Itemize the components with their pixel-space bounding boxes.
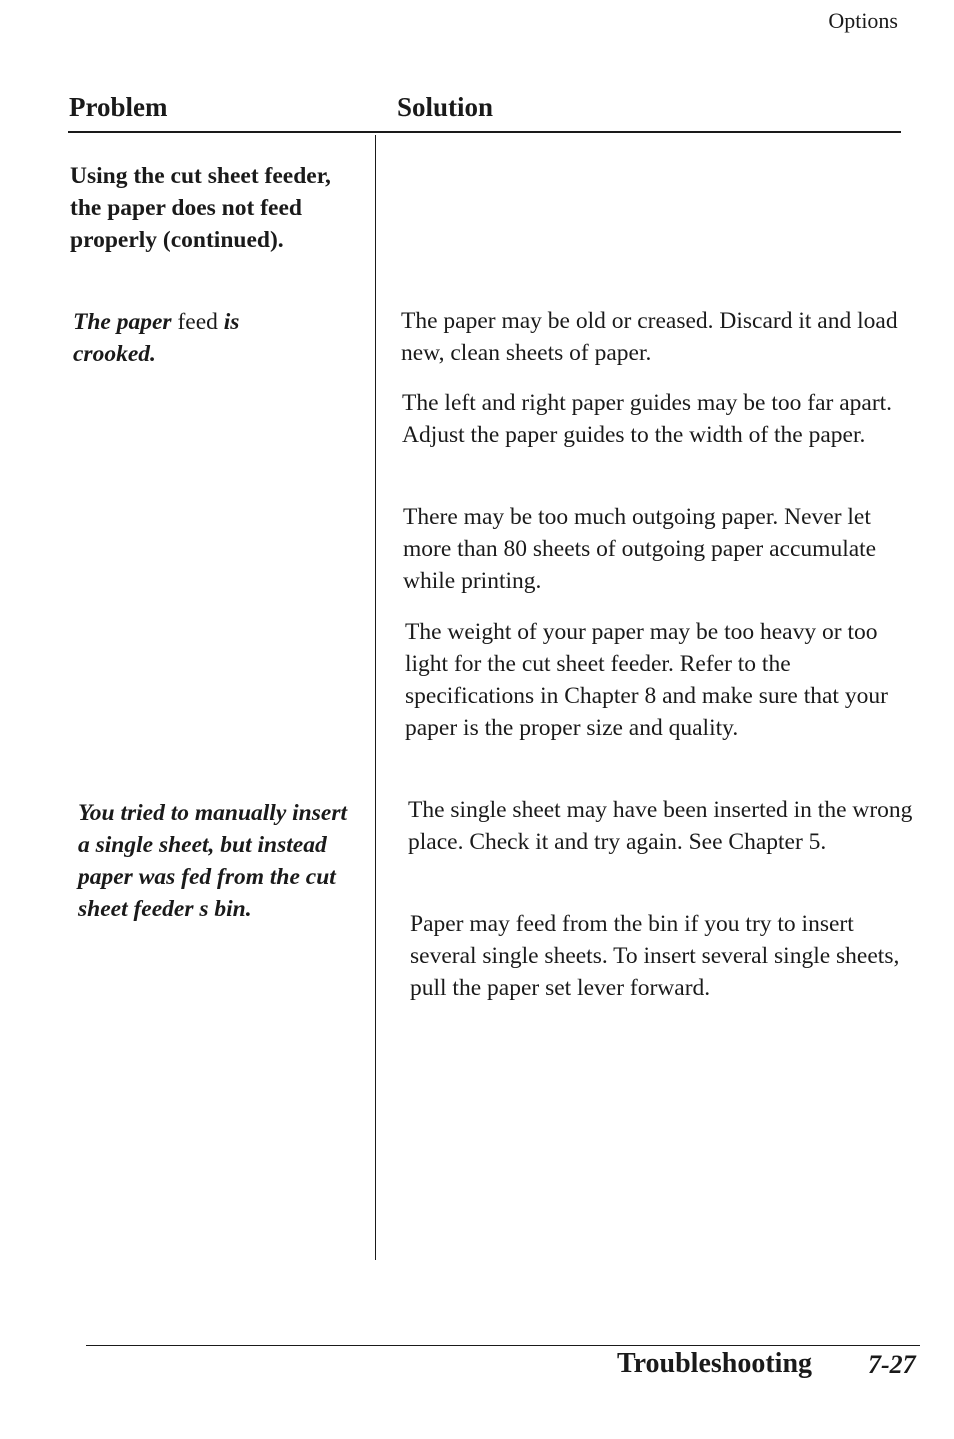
solution-column-heading: Solution: [397, 92, 494, 122]
solution-paragraph: The left and right paper guides may be too far apart. Adjust the paper guides to the width of the paper.: [402, 390, 893, 448]
solution-paragraph: The weight of your paper may be too heavy or too light for the cut sheet feeder. Refer to the specifications in Chapter 8 and make sure that your paper is the proper size and quality.: [405, 619, 888, 741]
problem-sub-crooked-part2: feed: [177, 309, 218, 335]
solution-paragraph: The single sheet may have been inserted in the wrong place. Check it and try again. See Chapter 5.: [408, 797, 913, 855]
problem-sub-single-sheet: You tried to manually insert a single sheet, but instead paper was fed from the cut sheet feeder s bin.: [78, 800, 347, 922]
solution-paragraph: Paper may feed from the bin if you try to insert several single sheets. To insert several single sheets, pull the paper set lever forward.: [410, 911, 900, 1001]
footer-section-title: Troubleshooting: [617, 1348, 813, 1379]
solution-paragraph: There may be too much outgoing paper. Never let more than 80 sheets of outgoing paper accumulate while printing.: [403, 504, 877, 594]
running-head: Options: [828, 8, 898, 33]
solution-paragraph: The paper may be old or creased. Discard it and load new, clean sheets of paper.: [401, 308, 898, 366]
header-rule: [68, 131, 901, 133]
footer-rule: [86, 1345, 920, 1346]
problem-main: Using the cut sheet feeder, the paper does not feed properly (continued).: [70, 163, 331, 253]
column-divider: [375, 135, 376, 1260]
problem-sub-crooked: [73, 306, 323, 370]
problem-sub-crooked-part3: is crooked.: [73, 309, 240, 367]
problem-column-heading: Problem: [69, 92, 168, 122]
page-number: 7-27: [868, 1350, 916, 1379]
problem-sub-crooked-part1: The paper: [73, 309, 172, 335]
